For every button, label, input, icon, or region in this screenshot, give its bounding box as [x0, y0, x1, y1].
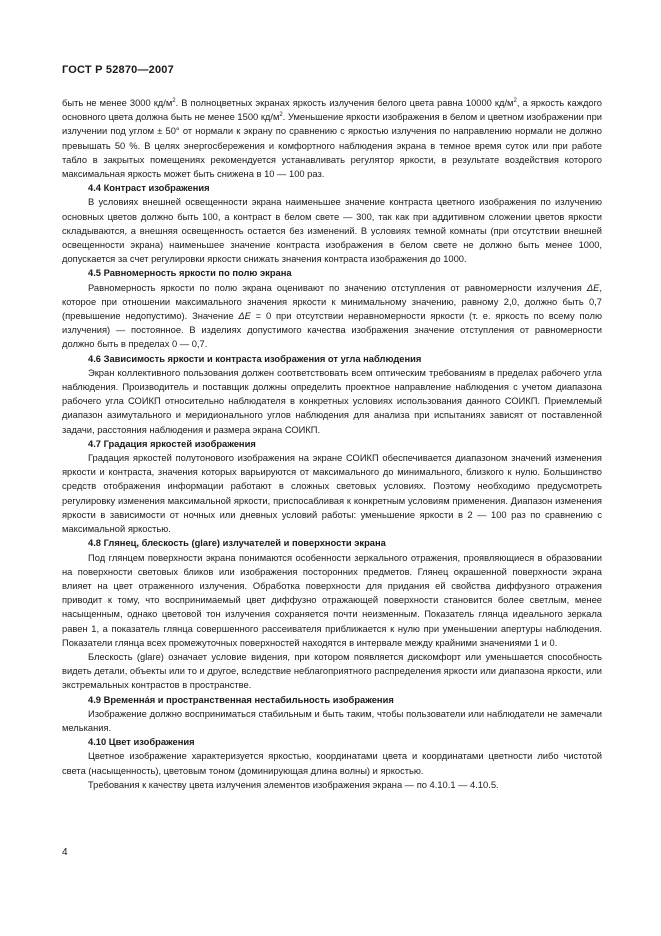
section-heading: 4.7 Градация яркостей изображения — [88, 438, 256, 449]
paragraph: Градация яркостей полутонового изображения на экране СОИКП обеспечивается диапазоном значений изменения яркости и контраста, значения которых варьируются от максимального до минимального, близкого к нулю. Большинство средств отображения информации работают в сложных световых условиях. Поэтому необходимо предусмотреть регулировку изменения максимальной яркости, приспосабливая к конкретным условиям применения. Диапазон изменения яркости в зависимости от ночных или дневных условий работы: уменьшение яркости в 2 — 100 раз по сравнению с максимальной яркостью. — [62, 453, 602, 535]
paragraph: Под глянцем поверхности экрана понимаются особенности зеркального отражения, проявляющиеся в образовании на поверхности световых бликов или изображения посторонних предметов. Глянец окрашенной поверхности экрана влияет на цвет отраженного излучения. Обработка поверхности для придания ей свойства диффузного отражения приводит к тому, что воспринимаемый цвет диффузно отражающей поверхности становится более светлым, менее насыщенным, однако цветовой тон излучения сохраняется почти неизменным. Показатель глянца идеального зеркала равен 1, а показатель глянца совершенного рассеивателя приближается к нулю при уменьшении апертуры наблюдения. Показатели глянца всех промежуточных поверхностей находятся в интервале между крайними значениями 1 и 0. — [62, 552, 602, 648]
section-heading: 4.4 Контраст изображения — [88, 183, 210, 194]
section-heading: 4.9 Временна́я и пространственная нестабильность изображения — [88, 694, 394, 705]
paragraph: Равномерность яркости по полю экрана оценивают по значению отступления от равномерности излучения ΔE, которое при отношении максимального значения яркости к минимальному значению, равному 2,0, должно быть 0,7 (превышение недопустимо). Значение ΔE = 0 при отсутствии неравномерности яркости (т. е. яркость по всему полю излучения) — постоянное. В изделиях допустимого качества изображения значение отступления от равномерности должно быть в пределах 0 — 0,7. — [62, 282, 602, 350]
paragraph: Цветное изображение характеризуется яркостью, координатами цвета и координатами цветности либо чистотой света (насыщенность), цветовым тоном (доминирующая длина волны) и яркостью. — [62, 751, 602, 776]
document-body — [62, 96, 602, 792]
section-heading: 4.8 Глянец, блескость (glare) излучателей и поверхности экрана — [88, 538, 386, 549]
paragraph: В условиях внешней освещенности экрана наименьшее значение контраста цветного изображения по излучению основных цветов должно быть 100, а контраст в белом свете — 300, так как при аддитивном сложении цветов яркости складываются, а внешняя освещенность остается без изменений. В условиях темной комнаты (при отсутствии внешней освещенности экрана) наименьшее значение контраста изображения в белом свете не должно быть менее 1000, допускается за счет регулировки яркости снижать значения контраста изображения до 1000. — [62, 197, 602, 265]
page-number: 4 — [62, 847, 68, 858]
document-header: ГОСТ Р 52870—2007 — [62, 64, 174, 76]
paragraph: Экран коллективного пользования должен соответствовать всем оптическим требованиям в пределах рабочего угла наблюдения. Производитель и поставщик должны определить проектное направление наблюдения с учетом диапазона рабочего угла СОИКП относительно наблюдателя в конкретных условиях использования данного СОИКП. Приемлемый диапазон азимутального и меридионального углов наблюдения для анализа при испытаниях зависят от поставленной задачи, расстояния наблюдения и размера экрана СОИКП. — [62, 367, 602, 435]
paragraph: Требования к качеству цвета излучения элементов изображения экрана — по 4.10.1 — 4.10.5. — [88, 779, 499, 790]
paragraph: быть не менее 3000 $кд/м^2$. В полноцветных экранах яркость излучения белого цвета равна 10000 $кд/м^2$, а яркость каждого основного цвета должна быть не менее 1500 $кд/м^2$. Уменьшение яркости изображения в белом и цветном изображении при излучении под углом ± 50° от нормали к экрану по сравнению с яркостью излучения по направлению нормали не должно превышать 50 %. В целях энергосбережения и комфортного наблюдения экрана в темное время суток или при работе табло в закрытых помещениях рекомендуется устанавливать регулятор яркости, в результате воздействия которого максимальная яркость может быть снижена в 10 — 100 раз. — [62, 97, 602, 180]
section-heading: 4.10 Цвет изображения — [88, 737, 195, 748]
section-heading: 4.6 Зависимость яркости и контраста изображения от угла наблюдения — [88, 353, 422, 364]
paragraph: Изображение должно восприниматься стабильным и быть таким, чтобы пользователи или наблюдатели не замечали мелькания. — [62, 708, 602, 733]
paragraph: Блескость (glare) означает условие видения, при котором появляется дискомфорт или уменьшается способность видеть детали, объекты или то и другое, вследствие неблагоприятного распределения яркости или диапазона яркости, или экстремальных контрастов в пространстве. — [62, 651, 602, 691]
section-heading: 4.5 Равномерность яркости по полю экрана — [88, 268, 292, 279]
